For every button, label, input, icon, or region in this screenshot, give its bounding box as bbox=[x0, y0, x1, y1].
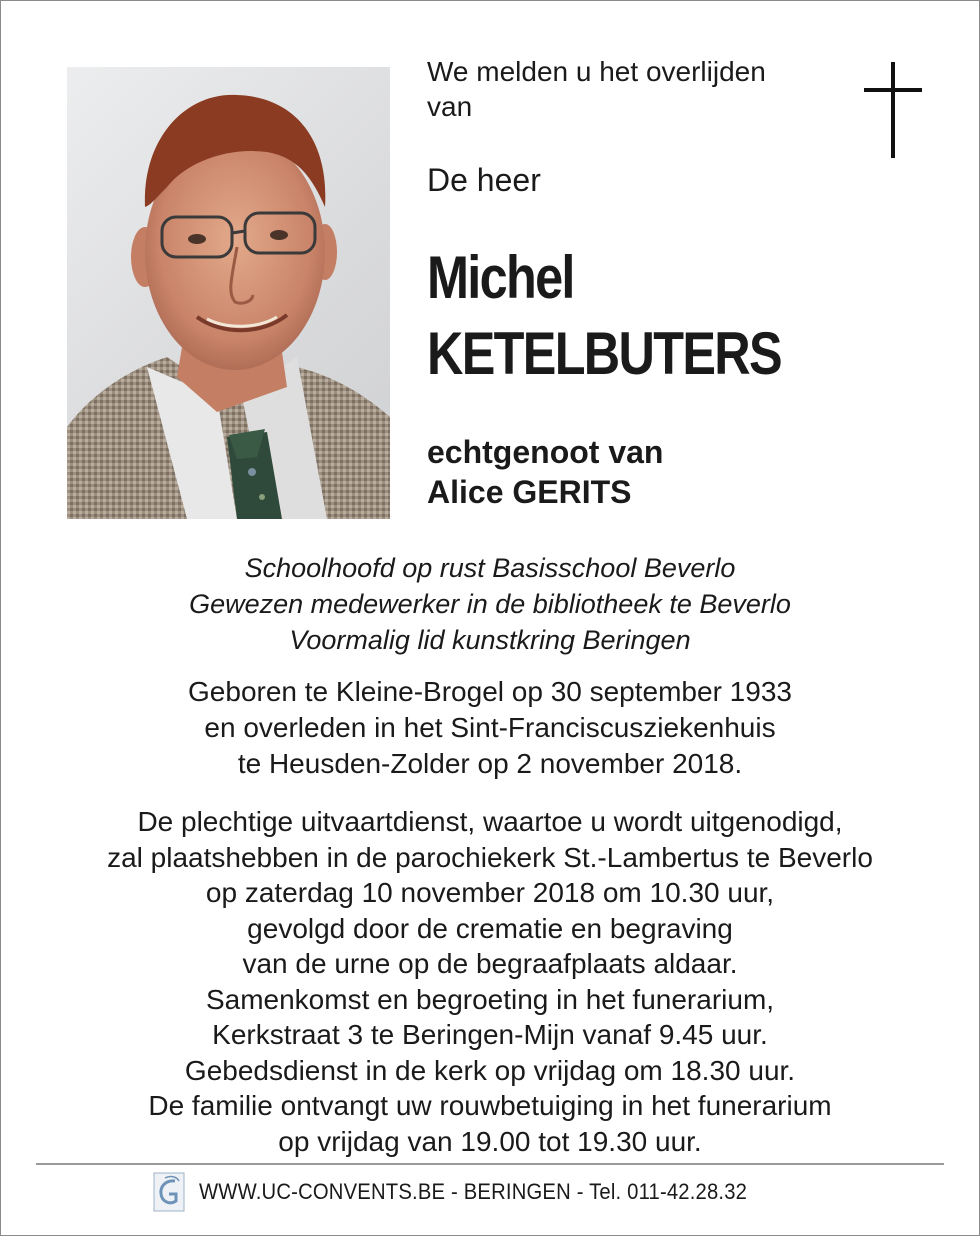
birth-death-block bbox=[0, 674, 980, 782]
footer-contact: WWW.UC-CONVENTS.BE - BERINGEN - Tel. 011-42.28.32 bbox=[199, 1179, 748, 1204]
footer bbox=[153, 1172, 795, 1212]
portrait-photo bbox=[67, 67, 390, 519]
footer-divider bbox=[36, 1163, 944, 1165]
birth-death-line: en overleden in het Sint-Franciscusziekenhuis bbox=[204, 712, 776, 743]
spouse-relation: echtgenoot van bbox=[427, 434, 664, 470]
announcement bbox=[427, 54, 847, 124]
funeral-line: Gebedsdienst in de kerk op vrijdag om 18.30 uur. bbox=[184, 1054, 796, 1086]
funeral-line: De plechtige uitvaartdienst, waartoe u wordt uitgenodigd, bbox=[137, 806, 843, 837]
funeral-line: van de urne op de begraafplaats aldaar. bbox=[242, 948, 738, 979]
deceased-name bbox=[427, 240, 781, 392]
uc-convents-logo-icon bbox=[153, 1172, 185, 1212]
spouse-info bbox=[427, 432, 663, 512]
funeral-details-block bbox=[0, 804, 980, 1159]
cross-icon bbox=[864, 62, 922, 158]
funeral-line: zal plaatshebben in de parochiekerk St.-Lambertus te Beverlo bbox=[107, 841, 873, 873]
announcement-line-2: van bbox=[427, 91, 473, 122]
funeral-line: De familie ontvangt uw rouwbetuiging in het funerarium bbox=[148, 1090, 832, 1121]
funeral-line: Samenkomst en begroeting in het funerarium, bbox=[205, 983, 775, 1015]
funeral-line: op vrijdag van 19.00 tot 19.30 uur. bbox=[278, 1125, 702, 1157]
honorific-title: De heer bbox=[427, 162, 541, 198]
funeral-line: op zaterdag 10 november 2018 om 10.30 uur, bbox=[205, 877, 775, 908]
birth-death-line: Geboren te Kleine-Brogel op 30 september 1933 bbox=[188, 676, 792, 707]
role-line: Gewezen medewerker in de bibliotheek te Beverlo bbox=[189, 589, 791, 619]
last-name: KETELBUTERS bbox=[427, 320, 781, 387]
role-line: Schoolhoofd op rust Basisschool Beverlo bbox=[244, 553, 736, 583]
birth-death-line: te Heusden-Zolder op 2 november 2018. bbox=[237, 748, 743, 779]
funeral-line: Kerkstraat 3 te Beringen-Mijn vanaf 9.45 uur. bbox=[212, 1019, 768, 1050]
spouse-name: Alice GERITS bbox=[427, 474, 632, 510]
announcement-line-1: We melden u het overlijden bbox=[427, 56, 766, 87]
roles-block bbox=[0, 550, 980, 658]
funeral-line: gevolgd door de crematie en begraving bbox=[247, 912, 733, 944]
role-line: Voormalig lid kunstkring Beringen bbox=[289, 625, 691, 655]
first-name: Michel bbox=[427, 244, 574, 311]
